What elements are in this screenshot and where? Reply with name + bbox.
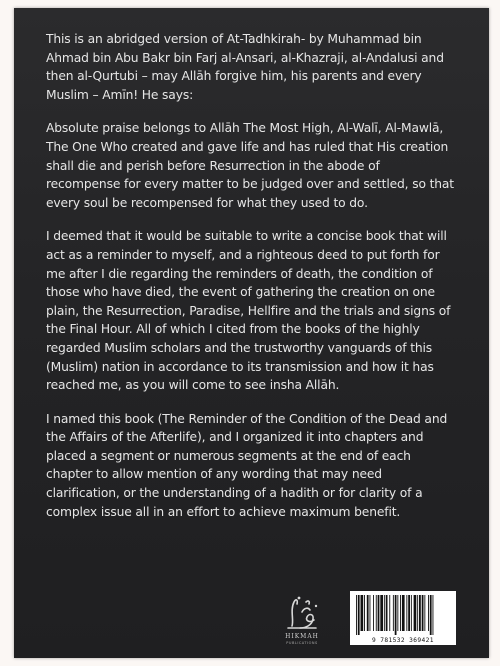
barcode-bar	[433, 595, 434, 635]
barcode-bar	[380, 595, 383, 631]
barcode-bar	[389, 595, 390, 631]
barcode-bar	[373, 595, 374, 631]
publisher-logo	[272, 592, 332, 654]
barcode-bars	[350, 591, 456, 635]
barcode-bar	[384, 595, 385, 631]
barcode-bar	[358, 595, 360, 635]
barcode-bar	[400, 595, 401, 631]
barcode-bar	[411, 595, 412, 631]
barcode-bar	[393, 595, 394, 631]
barcode-bar	[356, 595, 357, 635]
barcode-bar	[386, 595, 388, 631]
barcode-bar	[430, 595, 432, 635]
back-cover	[14, 8, 489, 658]
barcode-bar	[408, 595, 410, 631]
barcode-bar	[376, 595, 377, 631]
publisher-name: HIKMAH	[285, 633, 319, 640]
barcode-bar	[422, 595, 424, 631]
barcode-bar	[364, 595, 365, 631]
barcode	[350, 591, 456, 645]
barcode-bar	[419, 595, 421, 631]
barcode-bar	[424, 595, 425, 631]
isbn-number: 9 781532 369421	[372, 637, 434, 644]
barcode-bar	[428, 595, 429, 631]
barcode-bar	[402, 595, 405, 631]
barcode-bar	[367, 595, 369, 631]
barcode-bar	[406, 595, 407, 631]
blurb-paragraph-2: Absolute praise belongs to Allāh The Most High, Al-Walī, Al-Mawlā, The One Who created and gave life and has ruled that His creation shall die and perish before Resurrection in the abode of recompense for every matter to be judged over and settled, so that every soul be recompensed for what they used to do.	[46, 121, 454, 210]
barcode-bar	[395, 595, 397, 635]
blurb-paragraph-4: I named this book (The Reminder of the Condition of the Dead and the Affairs of the Afterlife), and I organized it into chapters and placed a segment or numerous segments at the end of each chapter to allow mention of any wording that may need clarification, or the understanding of a hadith or for clarity of a complex issue all in an effort to achieve maximum benefit.	[46, 411, 448, 519]
barcode-bar	[397, 595, 398, 631]
hikmah-calligraphy-icon	[272, 592, 332, 634]
barcode-bar	[414, 595, 417, 631]
blurb-paragraph-3: I deemed that it would be suitable to write a concise book that will act as a reminder to myself, and a righteous deed to put forth for me after I die regarding the reminders of death, the condition of those who have died, the event of gathering the creation on one plain, the Resurrection, Paradise, Hellfire and the trials and signs of the Final Hour. All of which I cited from the books of the highly regarded Muslim scholars and the trustworthy vanguards of this (Muslim) nation in accordance to its transmission and how it has reached me, as you will come to see insha Allāh.	[46, 229, 451, 393]
barcode-bar	[417, 595, 418, 631]
barcode-bar	[361, 595, 364, 631]
blurb-paragraph-1: This is an abridged version of At-Tadhkirah- by Muhammad bin Ahmad bin Abu Bakr bin Farj al-Ansari, al-Khazraji, al-Andalusi and then al-Qurtubi – may Allāh forgive him, his parents and every Muslim – Amīn! He says:	[46, 32, 444, 102]
barcode-bar	[378, 595, 380, 631]
barcode-bar	[370, 595, 371, 631]
publisher-subtitle: PUBLICATIONS	[286, 641, 318, 645]
blurb-text	[46, 30, 456, 536]
